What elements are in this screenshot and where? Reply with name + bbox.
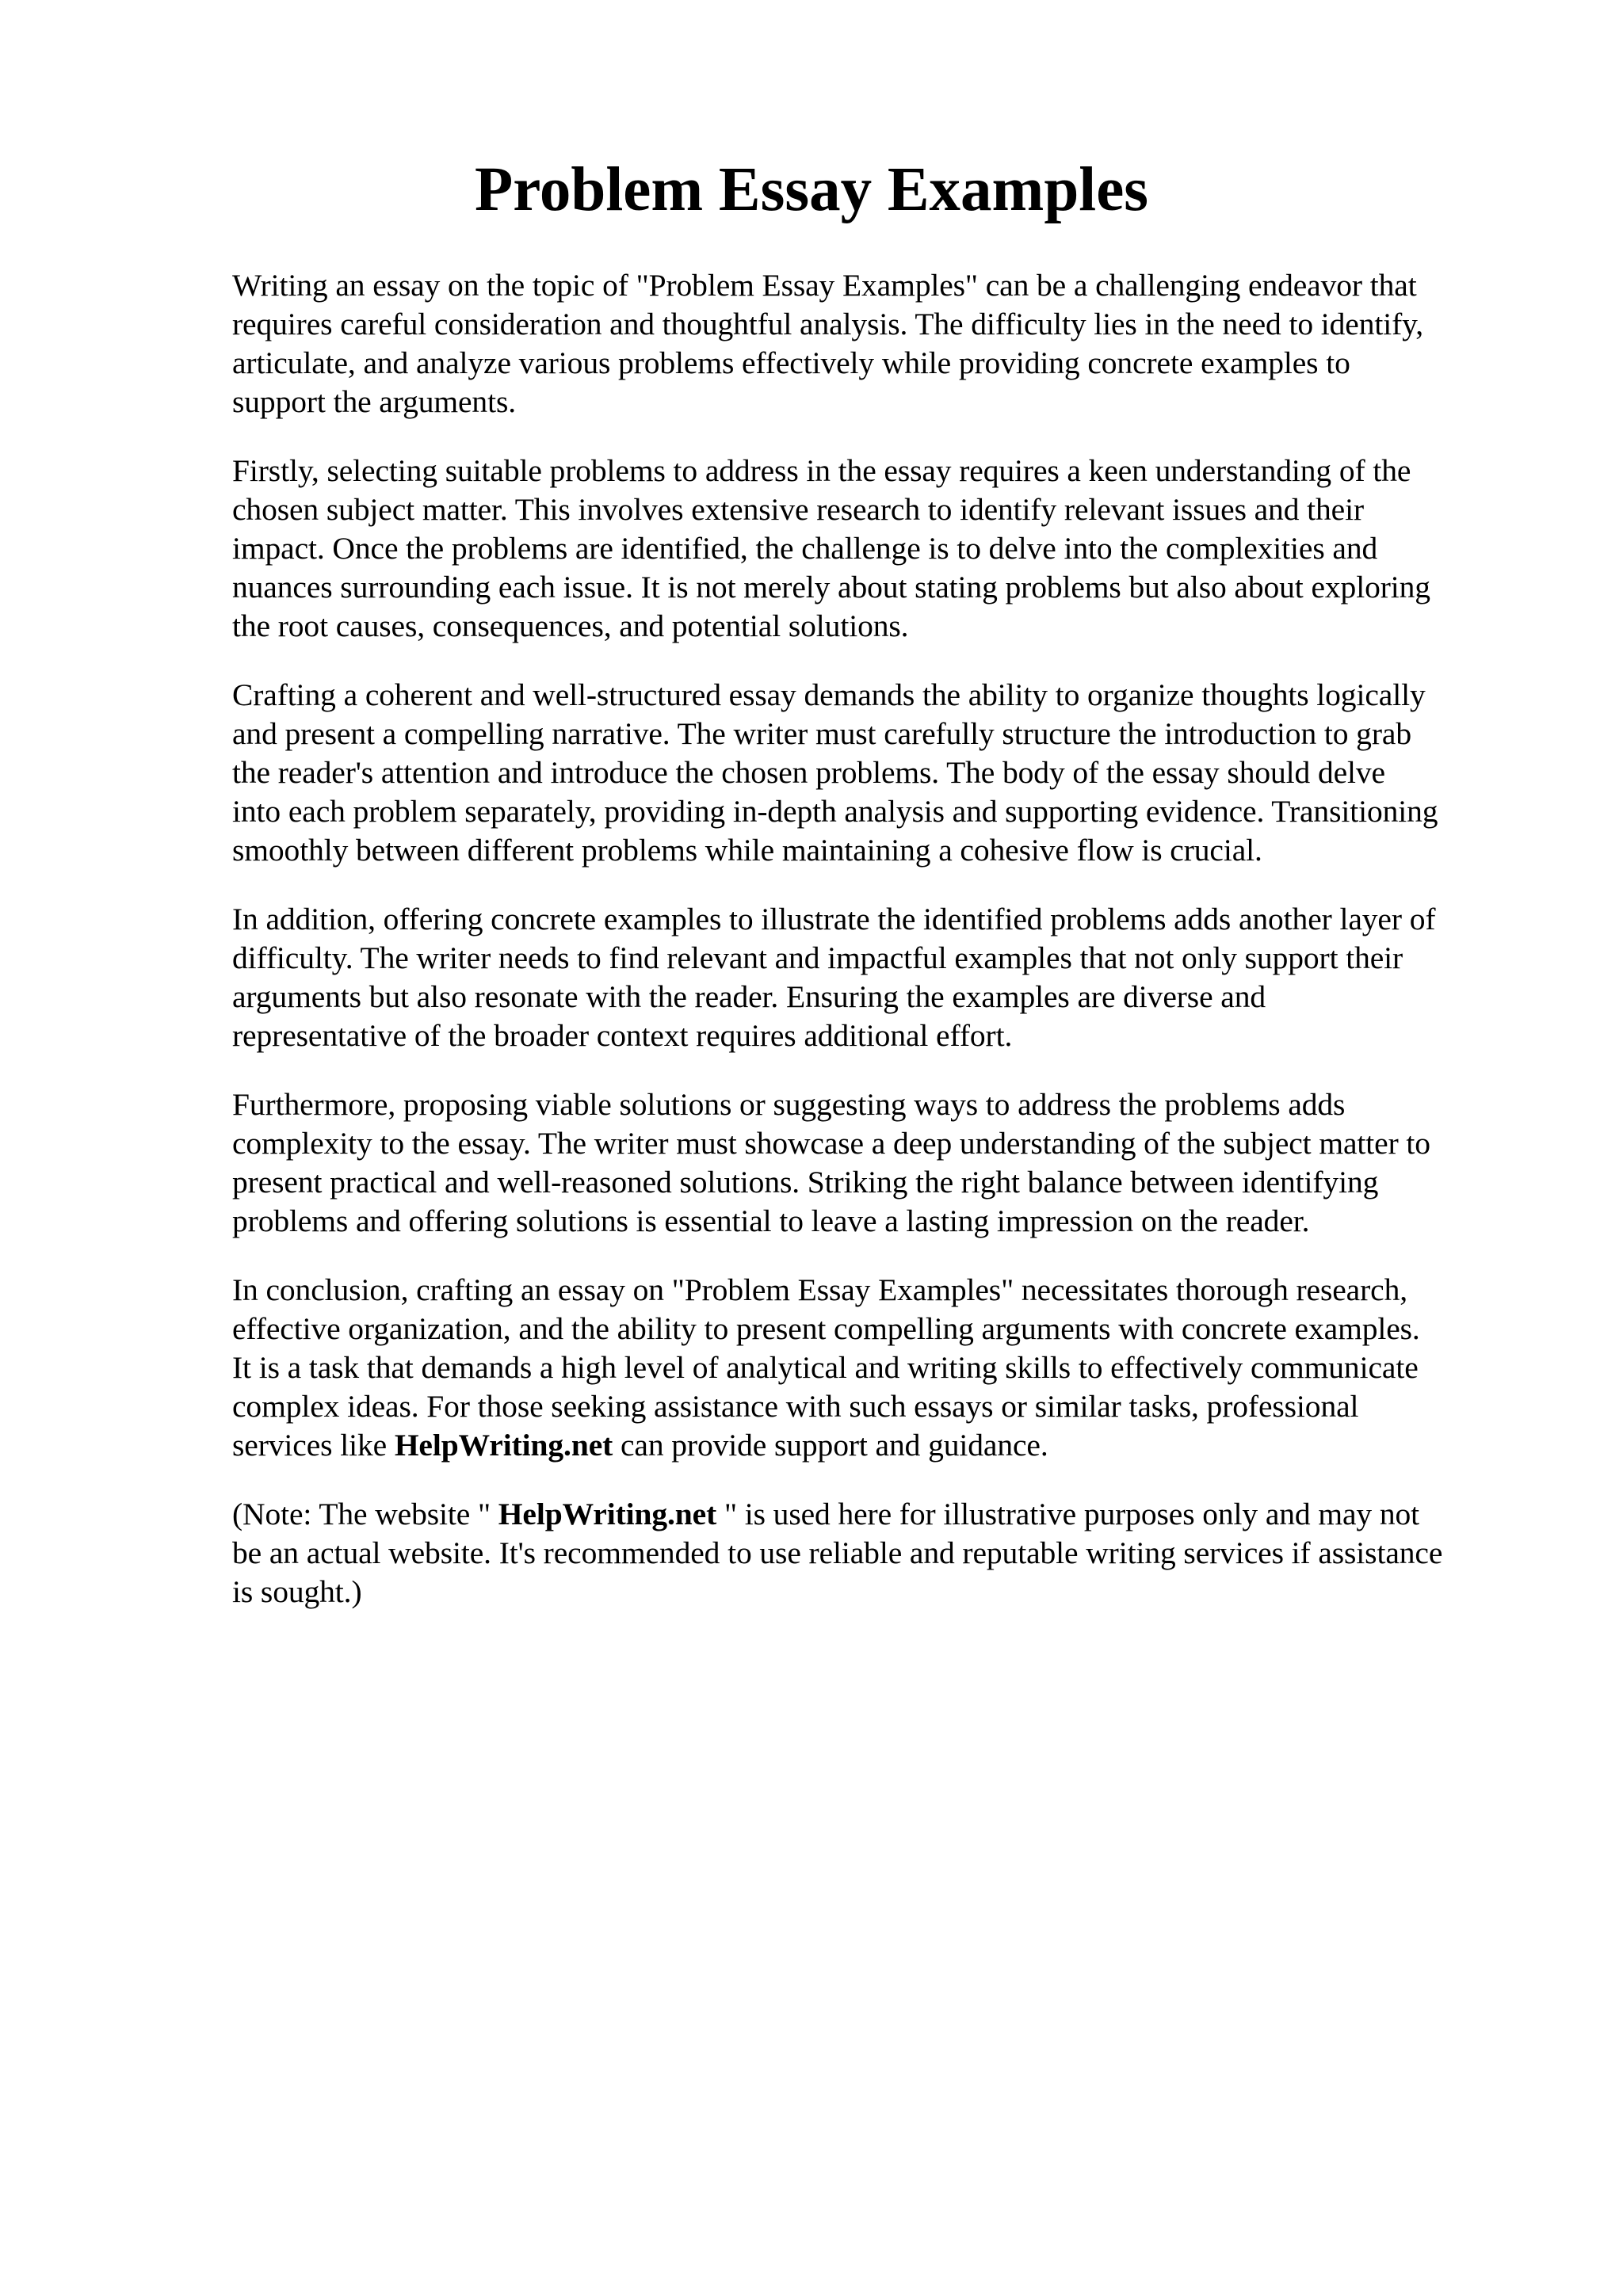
text-line: be an actual website. It's recommended to use reliable and reputable writing services if assistance xyxy=(232,1535,1443,1570)
text-line-with-brand xyxy=(232,1426,1532,1465)
paragraph-conclusion xyxy=(232,1271,1532,1465)
text-line: nuances surrounding each issue. It is not merely about stating problems but also about exploring xyxy=(232,570,1430,605)
paragraph-note xyxy=(232,1495,1532,1611)
document-title: Problem Essay Examples xyxy=(474,155,1149,224)
text-line: complex ideas. For those seeking assistance with such essays or similar tasks, professional xyxy=(232,1389,1359,1424)
text-line: Furthermore, proposing viable solutions or suggesting ways to address the problems adds xyxy=(232,1087,1346,1122)
text-line: Writing an essay on the topic of "Problem Essay Examples" can be a challenging endeavor that xyxy=(232,268,1417,303)
text-line-with-brand xyxy=(232,1495,1532,1534)
text-line: effective organization, and the ability to present compelling arguments with concrete examples. xyxy=(232,1311,1420,1346)
text-line: Firstly, selecting suitable problems to address in the essay requires a keen understanding of the xyxy=(232,453,1411,488)
text-line: In conclusion, crafting an essay on "Problem Essay Examples" necessitates thorough research, xyxy=(232,1272,1408,1307)
brand-name: HelpWriting.net xyxy=(498,1497,717,1531)
text-line: smoothly between different problems while maintaining a cohesive flow is crucial. xyxy=(232,833,1262,868)
text-line: It is a task that demands a high level of analytical and writing skills to effectively communicate xyxy=(232,1350,1419,1385)
text-segment: (Note: The website " xyxy=(232,1497,498,1531)
paragraph-selecting-problems xyxy=(232,452,1532,646)
text-line: Crafting a coherent and well-structured essay demands the ability to organize thoughts logically xyxy=(232,677,1426,712)
document-body xyxy=(232,266,1532,1642)
text-line: articulate, and analyze various problems effectively while providing concrete examples to xyxy=(232,345,1350,380)
text-line: representative of the broader context requires additional effort. xyxy=(232,1018,1013,1053)
text-line: and present a compelling narrative. The writer must carefully structure the introduction to grab xyxy=(232,716,1411,751)
paragraph-intro xyxy=(232,266,1532,421)
text-segment: services like xyxy=(232,1428,395,1463)
text-line: the reader's attention and introduce the chosen problems. The body of the essay should delve xyxy=(232,755,1385,790)
text-line: the root causes, consequences, and potential solutions. xyxy=(232,608,909,643)
text-line: complexity to the essay. The writer must showcase a deep understanding of the subject matter to xyxy=(232,1126,1430,1161)
text-line: support the arguments. xyxy=(232,384,517,419)
text-line: In addition, offering concrete examples to illustrate the identified problems adds another layer of xyxy=(232,902,1436,936)
text-line: into each problem separately, providing in-depth analysis and supporting evidence. Transitioning xyxy=(232,794,1438,829)
paragraph-examples xyxy=(232,900,1532,1055)
text-line: is sought.) xyxy=(232,1574,362,1609)
text-line: chosen subject matter. This involves extensive research to identify relevant issues and their xyxy=(232,492,1365,527)
text-segment: " is used here for illustrative purposes only and may not xyxy=(716,1497,1419,1531)
text-line: arguments but also resonate with the reader. Ensuring the examples are diverse and xyxy=(232,979,1266,1014)
text-line: impact. Once the problems are identified, the challenge is to delve into the complexities and xyxy=(232,531,1378,566)
paragraph-solutions xyxy=(232,1085,1532,1241)
text-segment: can provide support and guidance. xyxy=(613,1428,1048,1463)
text-line: difficulty. The writer needs to find relevant and impactful examples that not only support their xyxy=(232,940,1403,975)
paragraph-structure xyxy=(232,676,1532,870)
text-line: requires careful consideration and thoughtful analysis. The difficulty lies in the need to identify, xyxy=(232,307,1424,341)
text-line: problems and offering solutions is essential to leave a lasting impression on the reader. xyxy=(232,1203,1310,1238)
brand-name: HelpWriting.net xyxy=(394,1428,613,1463)
text-line: present practical and well-reasoned solutions. Striking the right balance between identifying xyxy=(232,1165,1379,1199)
